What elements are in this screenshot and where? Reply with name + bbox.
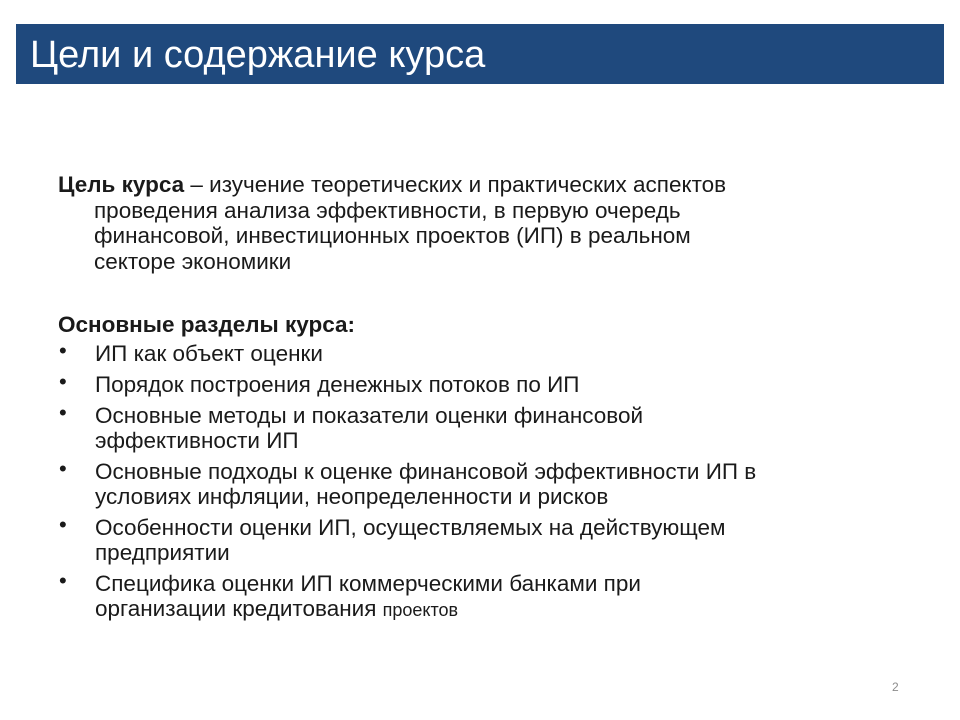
- title-bar: [16, 24, 944, 84]
- section-item-text: Основные методы и показатели оценки финансовой: [95, 403, 644, 428]
- page-number: 2: [892, 680, 899, 694]
- section-item: [58, 400, 918, 453]
- bullet-icon: •: [59, 338, 67, 363]
- section-item-text: Основные подходы к оценке финансовой эффективности ИП в: [95, 459, 757, 484]
- section-item-small-text: проектов: [382, 600, 459, 620]
- course-goal: [58, 172, 858, 274]
- section-item: [58, 456, 918, 509]
- goal-text: проведения анализа эффективности, в первую очередь: [94, 197, 681, 223]
- section-item-text: организации кредитования: [95, 596, 383, 621]
- section-item: [58, 369, 918, 397]
- bullet-icon: •: [59, 512, 67, 537]
- goal-text: – изучение теоретических и практических аспектов: [184, 172, 727, 197]
- bullet-icon: •: [59, 400, 67, 425]
- section-item-text: ИП как объект оценки: [95, 341, 323, 366]
- goal-line: [58, 172, 858, 198]
- section-item-text: Специфика оценки ИП коммерческими банками при: [95, 571, 641, 596]
- section-item-text: условиях инфляции, неопределенности и рисков: [95, 484, 609, 509]
- section-item-text: эффективности ИП: [95, 428, 299, 453]
- section-item-text: Порядок построения денежных потоков по ИП: [95, 372, 580, 397]
- section-item-text: Особенности оценки ИП, осуществляемых на действующем: [95, 515, 726, 540]
- section-item: [58, 512, 918, 565]
- bullet-icon: •: [59, 568, 67, 593]
- section-item: [58, 568, 918, 623]
- goal-label: Цель курса: [58, 172, 185, 197]
- goal-text: финансовой, инвестиционных проектов (ИП) в реальном: [94, 223, 691, 248]
- slide-title: Цели и содержание курса: [30, 34, 486, 76]
- sections-heading: Основные разделы курса:: [58, 312, 356, 337]
- section-item-text-wrap: [95, 596, 918, 623]
- bullet-icon: •: [59, 369, 67, 394]
- bullet-icon: •: [59, 456, 67, 481]
- section-item: [58, 338, 918, 366]
- goal-text: секторе экономики: [94, 248, 292, 274]
- sections-list: [58, 338, 918, 629]
- section-item-text: предприятии: [95, 540, 230, 565]
